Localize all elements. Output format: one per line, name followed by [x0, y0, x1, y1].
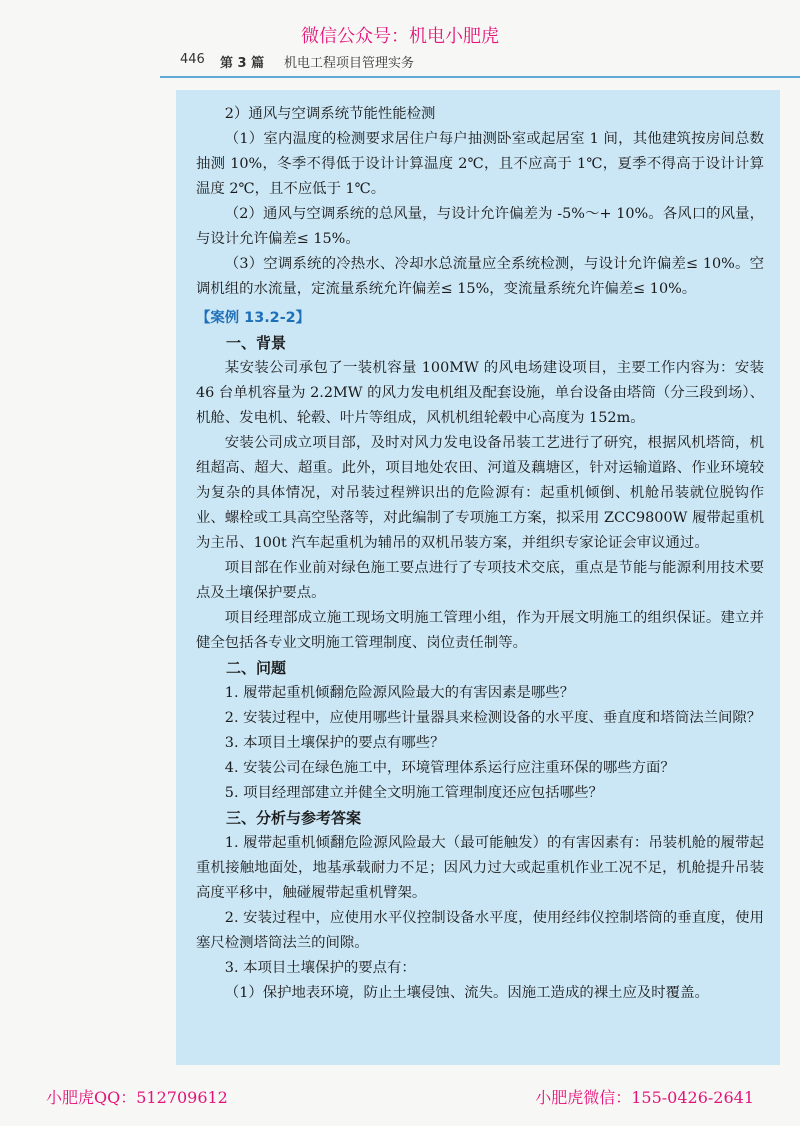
answer: （1）保护地表环境，防止土壤侵蚀、流失。因施工造成的裸土应及时覆盖。	[224, 985, 709, 1001]
section-title: 机电工程项目管理实务	[284, 56, 415, 71]
case-title: 【案例 13.2-2】	[196, 310, 311, 326]
paragraph: （2）通风与空调系统的总风量，与设计允许偏差为 -5%～+ 10%。各风口的风量，与设计允许偏差≤ 15%。	[196, 206, 764, 247]
question: 1. 履带起重机倾翻危险源风险最大的有害因素是哪些？	[224, 685, 575, 701]
answer: 1. 履带起重机倾翻危险源风险最大（最可能触发）的有害因素有：吊装机舱的履带起重机接触地面处，地基承载耐力不足；因风力过大或起重机作业工况不足，机舱提升吊装高度平移中，触碰履带起重机臂架。	[196, 835, 764, 901]
page-header	[160, 50, 800, 78]
header-rule	[160, 76, 800, 78]
watermark-footer-right: 小肥虎微信：155-0426-2641	[535, 1088, 754, 1107]
paragraph: 2）通风与空调系统节能性能检测	[224, 106, 436, 122]
paragraph: 项目部在作业前对绿色施工要点进行了专项技术交底，重点是节能与能源利用技术要点及土壤保护要点。	[196, 560, 764, 601]
paragraph: （1）室内温度的检测要求居住户每户抽测卧室或起居室 1 间，其他建筑按房间总数抽测 10%，冬季不得低于设计计算温度 2℃，且不应高于 1℃，夏季不得高于设计计算温度 2℃，且不应低于 1℃。	[196, 131, 764, 197]
question: 5. 项目经理部建立并健全文明施工管理制度还应包括哪些？	[224, 785, 603, 801]
paragraph: 某安装公司承包了一装机容量 100MW 的风电场建设项目，主要工作内容为：安装 46 台单机容量为 2.2MW 的风力发电机组及配套设施，单台设备由塔筒（分三段到场）、机舱、发电机、轮毂、叶片等组成，风机机组轮毂中心高度为 152m。	[196, 360, 764, 426]
question: 3. 本项目土壤保护的要点有哪些？	[224, 735, 445, 751]
paragraph: （3）空调系统的冷热水、冷却水总流量应全系统检测，与设计允许偏差≤ 10%。空调机组的水流量，定流量系统允许偏差≤ 15%，变流量系统允许偏差≤ 10%。	[196, 256, 764, 297]
watermark-top: 微信公众号：机电小肥虎	[301, 26, 499, 47]
page-number: 446	[180, 52, 205, 67]
paragraph: 安装公司成立项目部，及时对风力发电设备吊装工艺进行了研究，根据风机塔筒，机组超高、超大、超重。此外，项目地处农田、河道及藕塘区，针对运输道路、作业环境较为复杂的具体情况，对吊装过程辨识出的危险源有：起重机倾倒、机舱吊装就位脱钩作业、螺栓或工具高空坠落等，对此编制了专项施工方案，拟采用 ZCC9800W 履带起重机为主吊、100t 汽车起重机为辅吊的双机吊装方案，并组织专家论证会审议通过。	[196, 435, 764, 551]
content-panel	[176, 90, 780, 1065]
paragraph: 项目经理部成立施工现场文明施工管理小组，作为开展文明施工的组织保证。建立并健全包括各专业文明施工管理制度、岗位责任制等。	[196, 610, 764, 651]
section-heading-background: 一、背景	[226, 334, 287, 352]
question: 2. 安装过程中，应使用哪些计量器具来检测设备的水平度、垂直度和塔筒法兰间隙？	[224, 710, 762, 726]
answer: 2. 安装过程中，应使用水平仪控制设备水平度，使用经纬仪控制塔筒的垂直度，使用塞尺检测塔筒法兰的间隙。	[196, 910, 764, 951]
answer: 3. 本项目土壤保护的要点有：	[224, 960, 416, 976]
watermark-footer-left: 小肥虎QQ：512709612	[46, 1088, 228, 1107]
section-heading-questions: 二、问题	[226, 659, 287, 677]
part-label: 第 3 篇	[220, 56, 265, 71]
section-heading-answers: 三、分析与参考答案	[226, 809, 362, 827]
question: 4. 安装公司在绿色施工中，环境管理体系运行应注重环保的哪些方面？	[224, 760, 675, 776]
